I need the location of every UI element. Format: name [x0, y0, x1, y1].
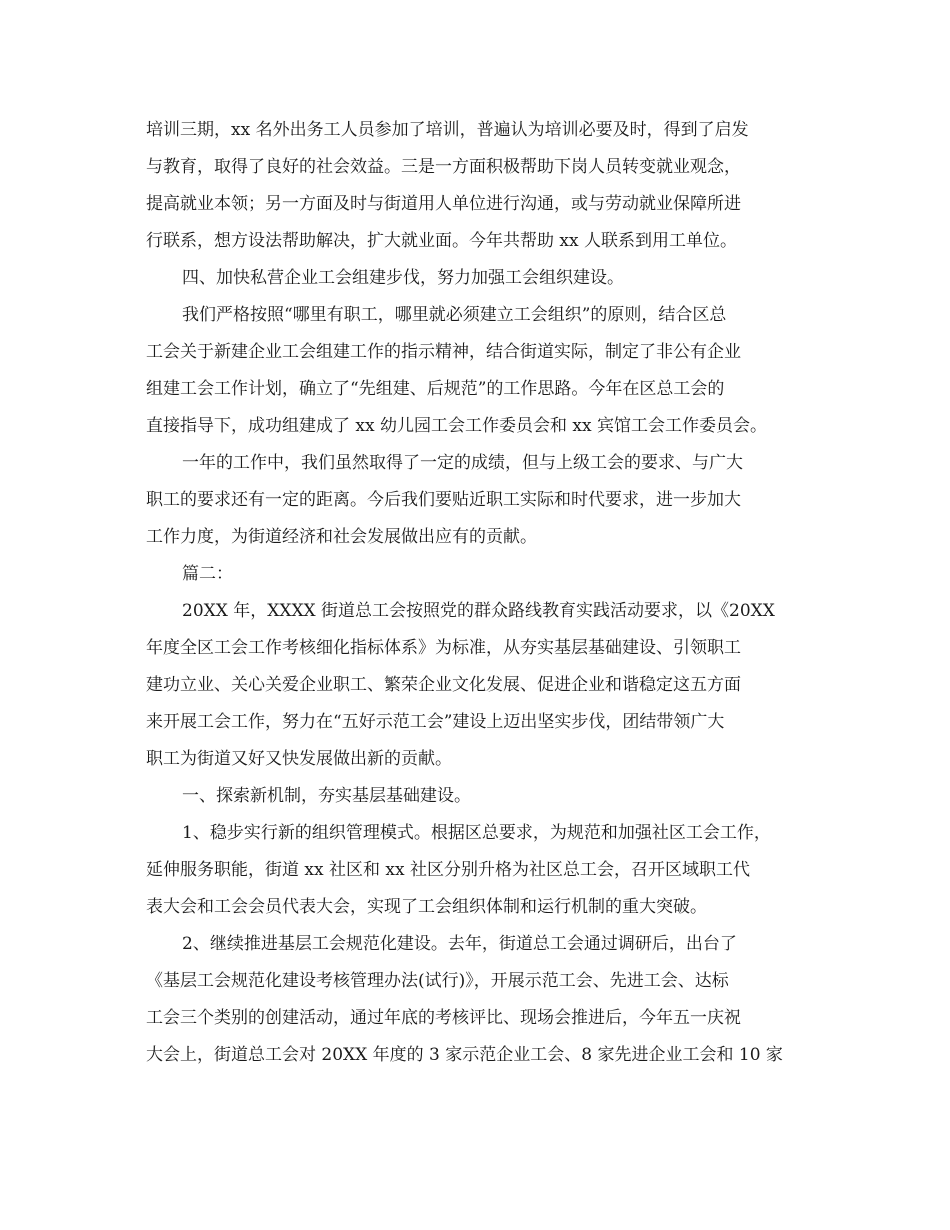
text-line: 大会上，街道总工会对 20XX 年度的 3 家示范企业工会、8 家先进企业工会和 10 家: [146, 1045, 783, 1065]
paragraph-first-line: 20XX 年，XXXX 街道总工会按照党的群众路线教育实践活动要求，以《20XX: [182, 601, 775, 621]
text-line: 职工的要求还有一定的距离。今后我们要贴近职工实际和时代要求，进一步加大: [146, 490, 741, 510]
text-line: 培训三期，xx 名外出务工人员参加了培训，普遍认为培训必要及时，得到了启发: [146, 120, 749, 140]
text-line: 《基层工会规范化建设考核管理办法(试行)》，开展示范工会、先进工会、达标: [146, 971, 729, 991]
text-line: 提高就业本领；另一方面及时与街道用人单位进行沟通，或与劳动就业保障所进: [146, 194, 741, 214]
text-line: 行联系，想方设法帮助解决，扩大就业面。今年共帮助 xx 人联系到用工单位。: [146, 231, 737, 251]
paragraph-first-line: 一、探索新机制，夯实基层基础建设。: [182, 786, 471, 806]
text-line: 年度全区工会工作考核细化指标体系》为标准，从夯实基层基础建设、引领职工: [146, 638, 741, 658]
paragraph-first-line: 四、加快私营企业工会组建步伐，努力加强工会组织建设。: [182, 268, 624, 288]
paragraph-first-line: 一年的工作中，我们虽然取得了一定的成绩，但与上级工会的要求、与广大: [182, 453, 743, 473]
text-line: 延伸服务职能，街道 xx 社区和 xx 社区分别升格为社区总工会，召开区域职工代: [146, 860, 750, 880]
text-line: 直接指导下，成功组建成了 xx 幼儿园工会工作委员会和 xx 宾馆工会工作委员会。: [146, 416, 767, 436]
paragraph-first-line: 2、继续推进基层工会规范化建设。去年，街道总工会通过调研后，出台了: [182, 934, 737, 954]
text-line: 建功立业、关心关爱企业职工、繁荣企业文化发展、促进企业和谐稳定这五方面: [146, 675, 741, 695]
text-line: 工会三个类别的创建活动，通过年底的考核评比、现场会推进后，今年五一庆祝: [146, 1008, 741, 1028]
text-line: 与教育，取得了良好的社会效益。三是一方面积极帮助下岗人员转变就业观念，: [146, 157, 741, 177]
text-line: 工作力度，为街道经济和社会发展做出应有的贡献。: [146, 527, 537, 547]
document-body: [146, 112, 806, 1074]
paragraph-first-line: 1、稳步实行新的组织管理模式。根据区总要求，为规范和加强社区工会工作，: [182, 823, 771, 843]
paragraph-first-line: 我们严格按照“哪里有职工，哪里就必须建立工会组织”的原则，结合区总: [182, 305, 727, 325]
paragraph-first-line: 篇二：: [182, 564, 233, 584]
text-line: 表大会和工会会员代表大会，实现了工会组织体制和运行机制的重大突破。: [146, 897, 707, 917]
text-line: 职工为街道又好又快发展做出新的贡献。: [146, 749, 452, 769]
text-line: 工会关于新建企业工会组建工作的指示精神，结合街道实际，制定了非公有企业: [146, 342, 741, 362]
text-line: 来开展工会工作，努力在“五好示范工会”建设上迈出坚实步伐，团结带领广大: [146, 712, 725, 732]
text-line: 组建工会工作计划，确立了“先组建、后规范”的工作思路。今年在区总工会的: [146, 379, 725, 399]
